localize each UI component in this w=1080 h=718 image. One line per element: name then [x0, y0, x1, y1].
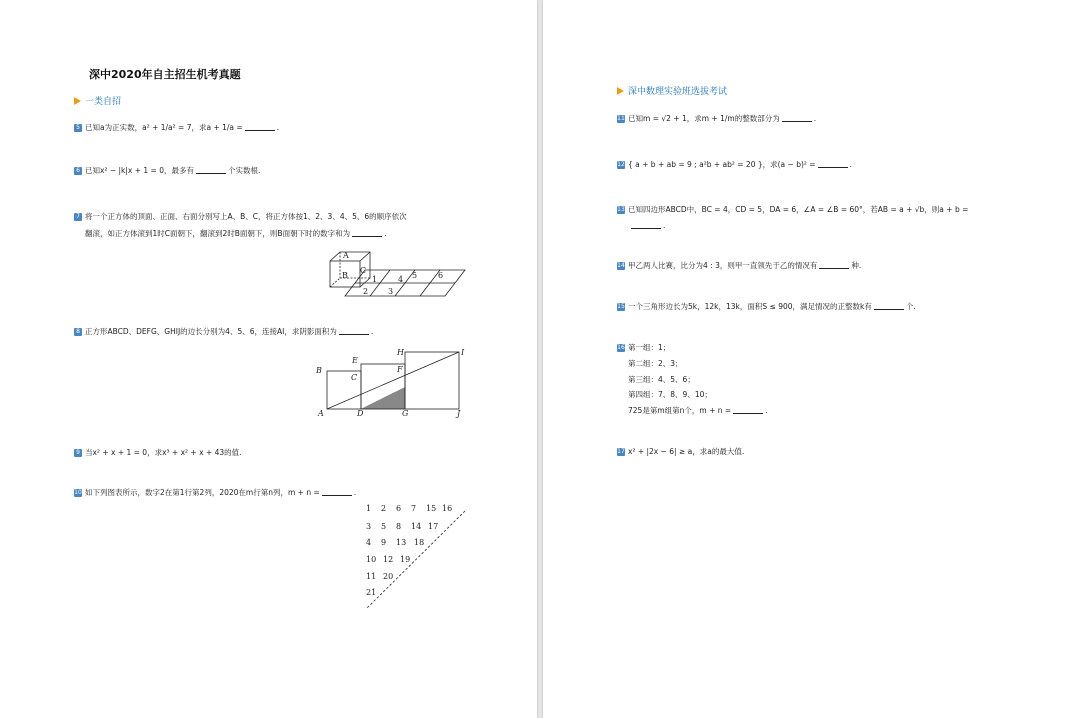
label-i: I — [461, 348, 465, 357]
grid-label-4: 4 — [398, 275, 404, 284]
triangle-icon — [617, 87, 624, 95]
q16-line: 第二组：2、3； — [628, 359, 683, 368]
question-13: 13 已知四边形ABCD中，BC = 4，CD = 5，DA = 6，∠A = ∠B = 60°，若AB = a + √b，则a + b = — [617, 205, 969, 214]
cube-label-b: B — [342, 271, 348, 280]
question-7-line2: 翻滚，如正方体滚到1时C面朝下，翻滚到2时B面朝下，则B面朝下时的数字和为 . — [85, 229, 387, 238]
grid-label-5: 5 — [412, 271, 418, 280]
label-j: J — [457, 409, 461, 418]
question-17: 17 x² + |2x − 6| ≥ a，求a的最大值. — [617, 447, 745, 456]
answer-blank — [819, 261, 849, 269]
answer-blank — [631, 221, 661, 229]
label-c: C — [351, 373, 358, 382]
table-row: 1 2 6 7 15 16 — [366, 504, 453, 513]
question-10: 10 如下列图表所示，数字2在第1行第2列，2020在m行第n列，m + n = . — [74, 488, 357, 497]
grid-label-3: 3 — [388, 287, 394, 296]
label-d: D — [357, 409, 364, 418]
answer-blank — [245, 123, 275, 131]
right-page — [543, 0, 1080, 718]
question-7: 7 将一个正方体的顶面、正面、右面分别写上A、B、C，将正方体按1、2、3、4、5、6的顺序依次 — [74, 210, 407, 223]
grid-label-6: 6 — [438, 271, 444, 280]
label-h: H — [397, 348, 404, 357]
label-b: B — [316, 366, 322, 375]
section-heading: 一类自招 — [74, 94, 121, 107]
q16-line: 第四组：7、8、9、10； — [628, 390, 712, 399]
answer-blank — [322, 488, 352, 496]
table-row: 4 9 13 18 — [366, 538, 425, 547]
cube-label-a: A — [343, 251, 349, 260]
cube-label-c: C — [360, 266, 367, 275]
question-5: 5 已知a为正实数，a² + 1/a² = 7，求a + 1/a = . — [74, 121, 279, 134]
grid-label-2: 2 — [363, 287, 369, 296]
section-heading: 深中数理实验班选拔考试 — [617, 84, 727, 97]
diagonal-dashed-line — [360, 505, 475, 615]
table-row: 21 — [366, 588, 377, 597]
table-row: 10 12 19 — [366, 555, 411, 564]
cube-roll-figure — [325, 248, 470, 298]
answer-blank — [339, 327, 369, 335]
triangle-icon — [74, 97, 81, 105]
answer-blank — [733, 406, 763, 414]
question-12: 12 { a + b + ab = 9 ; a²b + ab² = 20 }，求(a − b)² = . — [617, 160, 852, 169]
question-15: 15 一个三角形边长为5k，12k，13k，面积S ≤ 900，满足情况的正整数k有 个. — [617, 302, 916, 311]
question-13-blank: . — [629, 219, 665, 232]
question-6: 6 已知x² − |k|x + 1 = 0，最多有 个实数根. — [74, 164, 260, 177]
page-title: 深中2020年自主招生机考真题 — [89, 68, 241, 81]
question-14: 14 甲乙两人比赛，比分为4 : 3，则甲一直领先于乙的情况有 种. — [617, 261, 862, 270]
answer-blank — [352, 229, 382, 237]
label-a: A — [318, 409, 324, 418]
table-row: 11 20 — [366, 572, 394, 581]
question-11: 11 已知m = √2 + 1，求m + 1/m的整数部分为 . — [617, 114, 817, 123]
table-row: 3 5 8 14 17 — [366, 522, 439, 531]
question-8: 8 正方形ABCD、DEFG、GHIJ的边长分别为4、5、6，连接AI，求阴影面积为 . — [74, 325, 373, 338]
label-g: G — [402, 409, 409, 418]
three-squares-figure — [312, 344, 472, 420]
question-16: 16 第一组：1； — [617, 343, 671, 352]
label-e: E — [352, 356, 358, 365]
label-f: F — [397, 365, 403, 374]
answer-blank — [196, 166, 226, 174]
left-page — [0, 0, 537, 718]
answer-blank — [874, 302, 904, 310]
q16-line-last: 725是第m组第n个，m + n = . — [628, 406, 768, 415]
shaded-region — [361, 387, 405, 409]
q16-line: 第三组：4、5、6； — [628, 375, 695, 384]
question-9: 9 当x² + x + 1 = 0，求x³ + x² + x + 43的值. — [74, 446, 242, 459]
square-ghij — [405, 352, 459, 409]
grid-label-1: 1 — [372, 275, 378, 284]
answer-blank — [782, 114, 812, 122]
answer-blank — [818, 160, 848, 168]
